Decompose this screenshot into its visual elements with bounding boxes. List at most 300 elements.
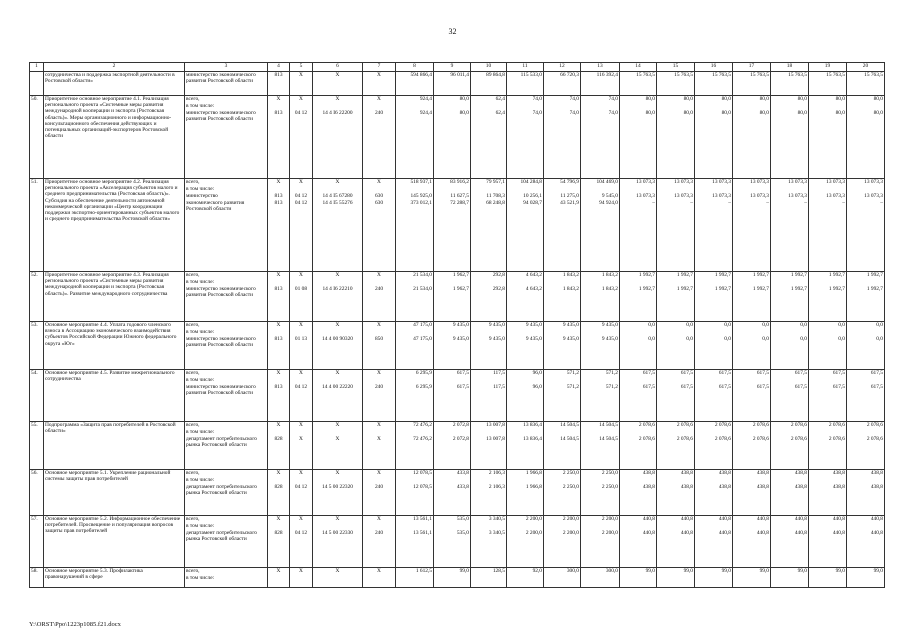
cell-line: в том числе: — [186, 429, 215, 435]
amount-value: 0,0 — [686, 336, 693, 342]
executor-cell — [185, 272, 268, 322]
amount-value: 1 843,2 — [601, 286, 618, 292]
amount-value: 2 200,0 — [601, 530, 618, 536]
column-number-cell: 13 — [581, 63, 620, 72]
amount-value: 13 836,4 — [523, 422, 542, 428]
measure-description: Основное мероприятие 4.5. Развитие межрегионального сотрудничества — [44, 370, 185, 422]
amount-value: 15 763,5 — [864, 72, 883, 78]
amount-cell — [544, 272, 581, 322]
amount-value — [658, 523, 693, 530]
cell-line: Х — [276, 179, 281, 185]
amount-value: 13 073,3 — [788, 179, 807, 185]
amount-value: 68 248,8 — [486, 200, 505, 206]
amount-value: 83 916,2 — [450, 179, 469, 185]
amount-value: 9 435,0 — [601, 336, 618, 342]
amount-value: 2 078,6 — [676, 422, 693, 428]
amount-value — [397, 523, 432, 530]
amount-value — [472, 477, 505, 484]
target-article-cell — [313, 516, 363, 568]
amount-value — [582, 477, 618, 484]
amount-value: 440,8 — [756, 530, 769, 536]
amount-value: 80,0 — [759, 110, 769, 116]
amount-value: 571,2 — [566, 370, 579, 376]
cell-line: 14 5 00 22320 — [322, 484, 353, 490]
expense-type-cell — [363, 568, 396, 588]
cell-line: всего, — [186, 272, 200, 278]
amount-value: 9 435,0 — [488, 322, 505, 328]
amount-value: 14 504,5 — [560, 422, 579, 428]
amount-value: 0,0 — [648, 322, 655, 328]
cell-line: 04 12 — [294, 530, 308, 536]
amount-cell — [581, 72, 620, 96]
amount-value: 80,0 — [645, 96, 655, 102]
amount-value: 2 078,6 — [752, 422, 769, 428]
cell-line: Х — [335, 96, 340, 102]
expense-type-cell — [363, 422, 396, 470]
ministry-code-cell — [268, 272, 290, 322]
amount-value: 0,0 — [762, 336, 769, 342]
executor-cell — [185, 516, 268, 568]
executor-cell — [185, 370, 268, 422]
amount-cell — [657, 470, 695, 516]
cell-line: экономического развития Ростовской области — [186, 200, 245, 213]
amount-value — [621, 186, 655, 193]
amount-cell — [396, 322, 434, 370]
column-number-cell: 14 — [620, 63, 657, 72]
amount-value: 9 545,0 — [601, 193, 618, 199]
amount-cell — [396, 516, 434, 568]
cell-line: министерство экономического развития Ростовской области — [186, 336, 256, 349]
amount-value: 2 078,6 — [866, 422, 883, 428]
amount-value — [582, 329, 618, 336]
amount-value — [734, 329, 769, 336]
amount-value: 433,8 — [456, 484, 469, 490]
column-number-cell: 11 — [507, 63, 544, 72]
amount-value — [621, 477, 655, 484]
amount-value — [696, 186, 731, 193]
amount-cell — [695, 422, 733, 470]
amount-value: 2 078,6 — [752, 436, 769, 442]
target-article-cell — [313, 322, 363, 370]
amount-cell — [396, 96, 434, 179]
section-code-cell — [290, 72, 313, 96]
column-number-cell: 9 — [434, 63, 471, 72]
amount-value: 80,0 — [683, 110, 693, 116]
cell-line — [291, 429, 311, 436]
table-row — [30, 568, 885, 588]
measure-description: Приоритетное основное мероприятие 4.1. Реализация регионального проекта «Системные меры развития международной кооперации и экспорта (Ростовская область)». Меры организационного и информационно-консультационного обеспечения действующих и потенциальных организаций-экспортеров Ростовской области — [44, 96, 185, 179]
amount-cell — [581, 422, 620, 470]
amount-value: 440,8 — [794, 530, 807, 536]
amount-value — [848, 103, 883, 110]
amount-cell — [771, 72, 809, 96]
row-number: 55. — [30, 422, 44, 470]
amount-value — [545, 429, 579, 436]
cell-line: Х — [299, 516, 303, 522]
target-article-cell — [313, 72, 363, 96]
cell-line: Х — [299, 470, 303, 476]
column-number-cell: 2 — [44, 63, 185, 72]
amount-value: 438,8 — [756, 484, 769, 490]
amount-value — [734, 103, 769, 110]
cell-line — [364, 103, 394, 110]
column-number-cell: 6 — [313, 63, 363, 72]
amount-value: 438,8 — [718, 470, 731, 476]
measure-description: Основное мероприятие 5.2. Информационное обеспечение потребителей. Просвещение и популяризация вопросов защиты прав потребителей — [44, 516, 185, 568]
cell-line: Х — [299, 370, 303, 376]
amount-value — [545, 575, 579, 582]
table-row — [30, 272, 885, 322]
amount-value: 80,0 — [759, 96, 769, 102]
cell-line: Х — [335, 436, 340, 442]
amount-value: 617,5 — [456, 370, 469, 376]
amount-value — [508, 377, 542, 384]
amount-value: 2 106,3 — [488, 470, 505, 476]
amount-value: 440,8 — [642, 530, 655, 536]
amount-value: 99,0 — [797, 568, 807, 574]
amount-cell — [657, 96, 695, 179]
amount-cell — [847, 96, 885, 179]
target-article-cell — [313, 470, 363, 516]
amount-value: 2 078,6 — [866, 436, 883, 442]
amount-value: 292,8 — [492, 286, 505, 292]
column-number-cell: 15 — [657, 63, 695, 72]
amount-value: 11 627,5 — [450, 193, 469, 199]
row-number: 58. — [30, 568, 44, 588]
amount-value: 1 843,2 — [601, 272, 618, 278]
cell-line: Х — [377, 96, 381, 102]
amount-value — [621, 429, 655, 436]
cell-line: Х — [335, 422, 340, 428]
cell-line — [269, 523, 288, 530]
cell-line — [269, 279, 288, 286]
amount-cell — [695, 370, 733, 422]
measure-description: Приоритетное основное мероприятие 4.3. Реализация регионального проекта «Системные меры развития международной кооперации и экспорта (Ростовская область)». Развитие международного сотрудничества — [44, 272, 185, 322]
amount-cell — [733, 422, 771, 470]
amount-value: 14 504,5 — [560, 436, 579, 442]
amount-value — [621, 377, 655, 384]
amount-value: 617,5 — [756, 370, 769, 376]
cell-line — [364, 377, 394, 384]
cell-line: министерство экономического развития Ростовской области — [186, 72, 256, 85]
amount-value: 74,0 — [569, 110, 579, 116]
amount-value — [658, 575, 693, 582]
amount-value: 535,0 — [456, 530, 469, 536]
amount-value: 80,0 — [459, 110, 469, 116]
amount-cell — [657, 72, 695, 96]
amount-value: 535,0 — [456, 516, 469, 522]
amount-value: 79 957,1 — [486, 179, 505, 185]
amount-value: 0,0 — [648, 336, 655, 342]
amount-value: 43 521,9 — [560, 200, 579, 206]
cell-line: Х — [377, 470, 381, 476]
cell-line: в том числе: — [186, 186, 215, 192]
target-article-cell — [313, 370, 363, 422]
amount-value: 2 078,6 — [714, 436, 731, 442]
column-number-cell: 12 — [544, 63, 581, 72]
amount-value — [848, 523, 883, 530]
expense-type-cell — [363, 272, 396, 322]
cell-line: Х — [377, 422, 381, 428]
amount-value: 1 992,7 — [676, 286, 693, 292]
column-number-cell: 17 — [733, 63, 771, 72]
cell-line — [269, 186, 288, 193]
table-row — [30, 516, 885, 568]
amount-cell — [471, 516, 507, 568]
amount-value: 0,0 — [762, 322, 769, 328]
amount-value: 617,5 — [456, 384, 469, 390]
cell-line — [364, 279, 394, 286]
cell-line: 813 — [274, 193, 283, 199]
cell-line: в том числе: — [186, 103, 215, 109]
amount-value: 80,0 — [683, 96, 693, 102]
amount-value: 438,8 — [718, 484, 731, 490]
column-number-cell: 3 — [185, 63, 268, 72]
cell-line: в том числе: — [186, 575, 215, 581]
amount-value: 80,0 — [797, 110, 807, 116]
amount-cell — [620, 370, 657, 422]
ministry-code-cell — [268, 422, 290, 470]
amount-value — [810, 523, 845, 530]
cell-line: всего, — [186, 322, 200, 328]
amount-cell — [396, 422, 434, 470]
amount-cell — [396, 72, 434, 96]
cell-line — [314, 429, 361, 436]
amount-value: 0,0 — [724, 322, 731, 328]
amount-value: 21 534,0 — [413, 286, 432, 292]
amount-value — [508, 186, 542, 193]
amount-value: 617,5 — [756, 384, 769, 390]
amount-value — [435, 429, 469, 436]
amount-value: 617,5 — [680, 370, 693, 376]
cell-line: 04 12 — [294, 193, 308, 199]
amount-cell — [434, 516, 471, 568]
cell-line: всего, — [186, 470, 200, 476]
amount-value — [435, 279, 469, 286]
amount-value: 62,4 — [495, 110, 505, 116]
cell-line: 14 4 I5 67280 — [322, 193, 353, 199]
amount-value — [435, 477, 469, 484]
cell-line: всего, — [186, 96, 200, 102]
cell-line: министерство экономического развития Ростовской области — [186, 384, 256, 397]
cell-line: Х — [276, 422, 281, 428]
amount-value — [810, 103, 845, 110]
amount-value: 1 992,7 — [866, 272, 883, 278]
amount-cell — [620, 179, 657, 272]
amount-value: 4 643,2 — [525, 286, 542, 292]
amount-value: 440,8 — [680, 516, 693, 522]
amount-value: 13 073,3 — [636, 179, 655, 185]
amount-value: 440,8 — [718, 516, 731, 522]
amount-value — [508, 103, 542, 110]
cell-line: Х — [299, 322, 303, 328]
amount-value: 10 256,1 — [523, 193, 542, 199]
column-number-cell: 8 — [396, 63, 434, 72]
amount-value: 924,4 — [419, 110, 432, 116]
table-row — [30, 179, 885, 272]
amount-value: 2 106,3 — [488, 484, 505, 490]
amount-value: 13 073,3 — [636, 193, 655, 199]
amount-value: 438,8 — [794, 470, 807, 476]
column-number-cell: 7 — [363, 63, 396, 72]
table-row — [30, 72, 885, 96]
amount-value — [734, 523, 769, 530]
amount-value — [734, 477, 769, 484]
amount-value: 99,0 — [759, 568, 769, 574]
amount-value — [658, 329, 693, 336]
amount-value — [621, 329, 655, 336]
amount-cell — [620, 96, 657, 179]
amount-cell — [620, 568, 657, 588]
amount-cell — [771, 516, 809, 568]
ministry-code-cell — [268, 179, 290, 272]
amount-cell — [471, 422, 507, 470]
amount-value: 924,4 — [419, 96, 432, 102]
amount-value: – — [804, 200, 807, 206]
amount-cell — [434, 370, 471, 422]
amount-cell — [581, 96, 620, 179]
amount-value: 2 078,6 — [790, 422, 807, 428]
table-body — [30, 63, 885, 588]
row-number — [30, 72, 44, 96]
amount-value: 80,0 — [873, 96, 883, 102]
amount-value: – — [652, 200, 655, 206]
amount-value: 12 078,5 — [413, 470, 432, 476]
amount-value: 571,2 — [605, 370, 618, 376]
column-number-cell: 19 — [809, 63, 847, 72]
amount-cell — [471, 322, 507, 370]
amount-value — [658, 477, 693, 484]
amount-value: 2 078,6 — [828, 422, 845, 428]
ministry-code-cell — [268, 470, 290, 516]
amount-cell — [434, 322, 471, 370]
amount-cell — [809, 422, 847, 470]
amount-value: 72 476,2 — [413, 436, 432, 442]
amount-cell — [771, 179, 809, 272]
amount-value: 617,5 — [642, 384, 655, 390]
amount-value: 62,4 — [495, 96, 505, 102]
amount-value: 0,0 — [838, 336, 845, 342]
row-number: 51. — [30, 179, 44, 272]
amount-cell — [695, 179, 733, 272]
cell-line: Х — [276, 272, 281, 278]
cell-line: Х — [377, 568, 381, 574]
amount-value: 0,0 — [686, 322, 693, 328]
amount-value: 13 073,3 — [826, 193, 845, 199]
amount-value: 0,0 — [800, 322, 807, 328]
amount-value: – — [728, 200, 731, 206]
amount-value: 617,5 — [718, 384, 731, 390]
amount-value: 145 925,0 — [410, 193, 432, 199]
amount-value: 300,0 — [566, 568, 579, 574]
amount-value — [582, 429, 618, 436]
cell-line: в том числе: — [186, 279, 215, 285]
amount-value: 1 992,7 — [676, 272, 693, 278]
cell-line: 813 — [274, 384, 283, 390]
cell-line — [291, 477, 311, 484]
amount-value: 9 435,0 — [525, 336, 542, 342]
amount-value — [772, 523, 807, 530]
amount-value — [472, 377, 505, 384]
section-code-cell — [290, 370, 313, 422]
executor-cell — [185, 568, 268, 588]
amount-value — [848, 329, 883, 336]
amount-value: 2 078,6 — [714, 422, 731, 428]
amount-value — [472, 429, 505, 436]
amount-value: 13 073,3 — [750, 179, 769, 185]
amount-value — [810, 279, 845, 286]
amount-cell — [809, 470, 847, 516]
budget-table — [29, 62, 885, 588]
cell-line — [291, 279, 311, 286]
amount-value: 1 962,7 — [452, 286, 469, 292]
cell-line — [314, 279, 361, 286]
amount-cell — [771, 96, 809, 179]
cell-line: 14 4 I6 22210 — [322, 286, 353, 292]
amount-value — [696, 103, 731, 110]
amount-cell — [396, 370, 434, 422]
amount-cell — [434, 470, 471, 516]
amount-value: 438,8 — [832, 470, 845, 476]
cell-line: 04 12 — [294, 110, 308, 116]
amount-value: 13 836,4 — [523, 436, 542, 442]
amount-value: 74,0 — [532, 96, 542, 102]
amount-value: 438,8 — [680, 484, 693, 490]
amount-cell — [396, 470, 434, 516]
column-number-cell: 10 — [471, 63, 507, 72]
amount-value — [696, 377, 731, 384]
cell-line: Х — [335, 470, 340, 476]
amount-value: 80,0 — [721, 96, 731, 102]
amount-cell — [771, 322, 809, 370]
cell-line: Х — [377, 516, 381, 522]
amount-value — [582, 523, 618, 530]
ministry-code-cell — [268, 516, 290, 568]
amount-cell — [847, 370, 885, 422]
amount-cell — [434, 179, 471, 272]
amount-value: 373 012,1 — [410, 200, 432, 206]
amount-value: 104 284,8 — [520, 179, 542, 185]
amount-value: 128,5 — [492, 568, 505, 574]
cell-line: Х — [335, 516, 340, 522]
cell-line: 813 — [274, 110, 283, 116]
amount-cell — [771, 272, 809, 322]
cell-line — [291, 103, 311, 110]
cell-line — [364, 329, 394, 336]
page-number: 32 — [448, 27, 457, 36]
amount-cell — [620, 470, 657, 516]
cell-line: Х — [299, 96, 303, 102]
cell-line: департамент потребительского рынка Ростовской области — [186, 530, 257, 543]
cell-line: 14 4 00 90320 — [322, 336, 353, 342]
amount-cell — [507, 322, 544, 370]
amount-cell — [620, 272, 657, 322]
amount-value: 9 435,0 — [452, 322, 469, 328]
ministry-code-cell — [268, 96, 290, 179]
amount-cell — [620, 322, 657, 370]
amount-cell — [471, 96, 507, 179]
amount-value: 13 073,3 — [712, 179, 731, 185]
amount-value: 99,0 — [683, 568, 693, 574]
amount-value: 74,0 — [569, 96, 579, 102]
amount-value: 1 843,2 — [562, 286, 579, 292]
amount-value — [508, 523, 542, 530]
cell-line: 04 12 — [294, 200, 308, 206]
amount-cell — [544, 322, 581, 370]
amount-cell — [620, 72, 657, 96]
amount-cell — [771, 370, 809, 422]
amount-cell — [434, 72, 471, 96]
